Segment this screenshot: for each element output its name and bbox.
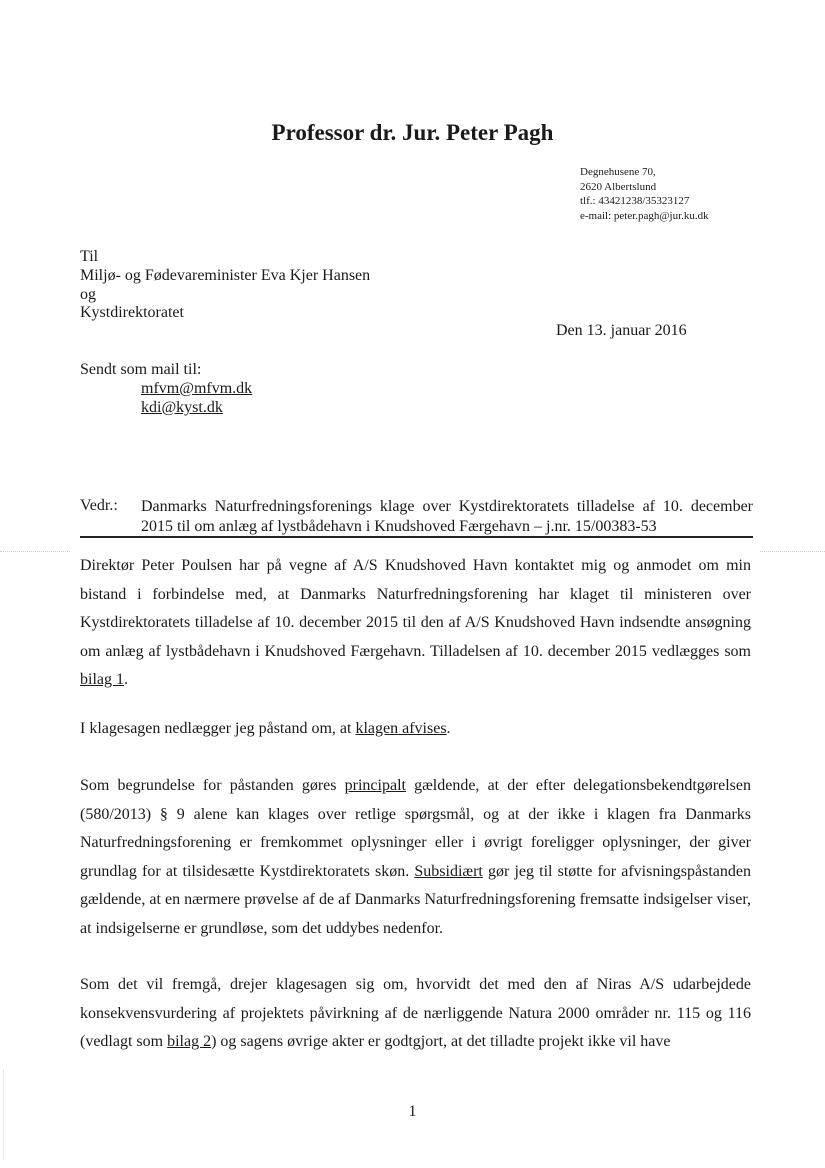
subject-text: Danmarks Naturfredningsforenings klage over Kystdirektoratets tilladelse af 10. december 2015 til om anlæg af lystbådehavn i Knudshoved Færgehavn – j.nr. 15/00383-53: [141, 498, 753, 535]
bilag-1-reference: bilag 1: [80, 671, 124, 689]
paragraph-text: Som begrundelse for påstanden gøres: [80, 777, 345, 794]
scan-margin-marks: [3, 1070, 6, 1160]
paragraph-text: ) og sagens øvrige akter er godtgjort, at det tilladte projekt ikke vil have: [211, 1033, 671, 1051]
paragraph-2: [80, 715, 751, 744]
recipient-line: Miljø- og Fødevareminister Eva Kjer Hansen: [80, 266, 371, 284]
address-email: e-mail: peter.pagh@jur.ku.dk: [580, 209, 709, 222]
paragraph-text: gør jeg til støtte for afvisningspåstanden gældende, at en nærmere prøvelse af de af Danmarks Naturfredningsforening fremsatte indsigelser viser, at indsigelserne er grundløse, som det uddybes nedenfor.: [80, 862, 752, 937]
email-link-mfvm[interactable]: mfvm@mfvm.dk: [141, 380, 253, 397]
paragraph-text: Direktør Peter Poulsen har på vegne af A/S Knudshoved Havn kontaktet mig og anmodet om min bistand i forbindelse med, at Danmarks Naturfredningsforening har klaget til ministeren over Kystdirektoratets tilladelse af 10. december 2015 til den af A/S Knudshoved Havn indsendte ansøgning om anlæg af lystbådehavn i Knudshoved Færgehavn. Tilladelsen af 10. december 2015 vedlægges som: [80, 557, 751, 660]
address-city: 2620 Albertslund: [580, 180, 657, 193]
bilag-2-reference: bilag 2: [167, 1033, 212, 1051]
recipient-block: [80, 248, 370, 323]
paragraph-text: I klagesagen nedlægger jeg påstand om, at: [80, 720, 356, 737]
page-number: 1: [408, 1103, 417, 1120]
scan-dotted-line-right: [760, 551, 825, 552]
subsidiary-term: Subsidiært: [414, 862, 483, 880]
subject-label: Vedr.:: [80, 497, 118, 514]
paragraph-text: Som det vil fremgå, drejer klagesagen sig om, hvorvidt det med den af Niras A/S udarbejdede konsekvensvurdering af projektets påvirkning af de nærliggende Natura 2000 områder nr. 115 og 116 (vedlagt som: [80, 976, 751, 1051]
email-link-kdi[interactable]: kdi@kyst.dk: [141, 399, 223, 416]
sent-label: Sendt som mail til:: [80, 361, 202, 378]
recipient-line: Kystdirektoratet: [80, 304, 184, 322]
address-phone: tlf.: 43421238/35323127: [580, 195, 690, 207]
paragraph-text: gældende, at der efter delegationsbekendtgørelsen (580/2013) § 9 alene kan klages over retlige spørgsmål, og at der ikke i klagen fra Danmarks Naturfredningsforening er fremkommet oplysninger eller i øvrigt foreligger oplysninger, der giver grundlag for at tilsidesætte Kystdirektoratets skøn.: [80, 777, 752, 880]
paragraph-text: .: [446, 720, 451, 737]
claim-reference: klagen afvises: [355, 720, 447, 737]
sent-by-mail-block: [80, 360, 252, 417]
sender-address: [580, 165, 709, 223]
letter-date: Den 13. januar 2016: [556, 322, 687, 339]
recipient-line: Til: [80, 248, 99, 265]
principal-term: principalt: [344, 777, 406, 794]
paragraph-1: [80, 552, 751, 695]
paragraph-3: [80, 772, 751, 944]
paragraph-4: [80, 971, 751, 1057]
sender-name: Professor dr. Jur. Peter Pagh: [271, 120, 554, 145]
paragraph-text: .: [124, 671, 128, 689]
address-street: Degnehusene 70,: [580, 166, 656, 178]
subject-divider: [80, 536, 753, 538]
recipient-line: og: [80, 285, 96, 303]
scan-dotted-line-left: [0, 551, 70, 552]
